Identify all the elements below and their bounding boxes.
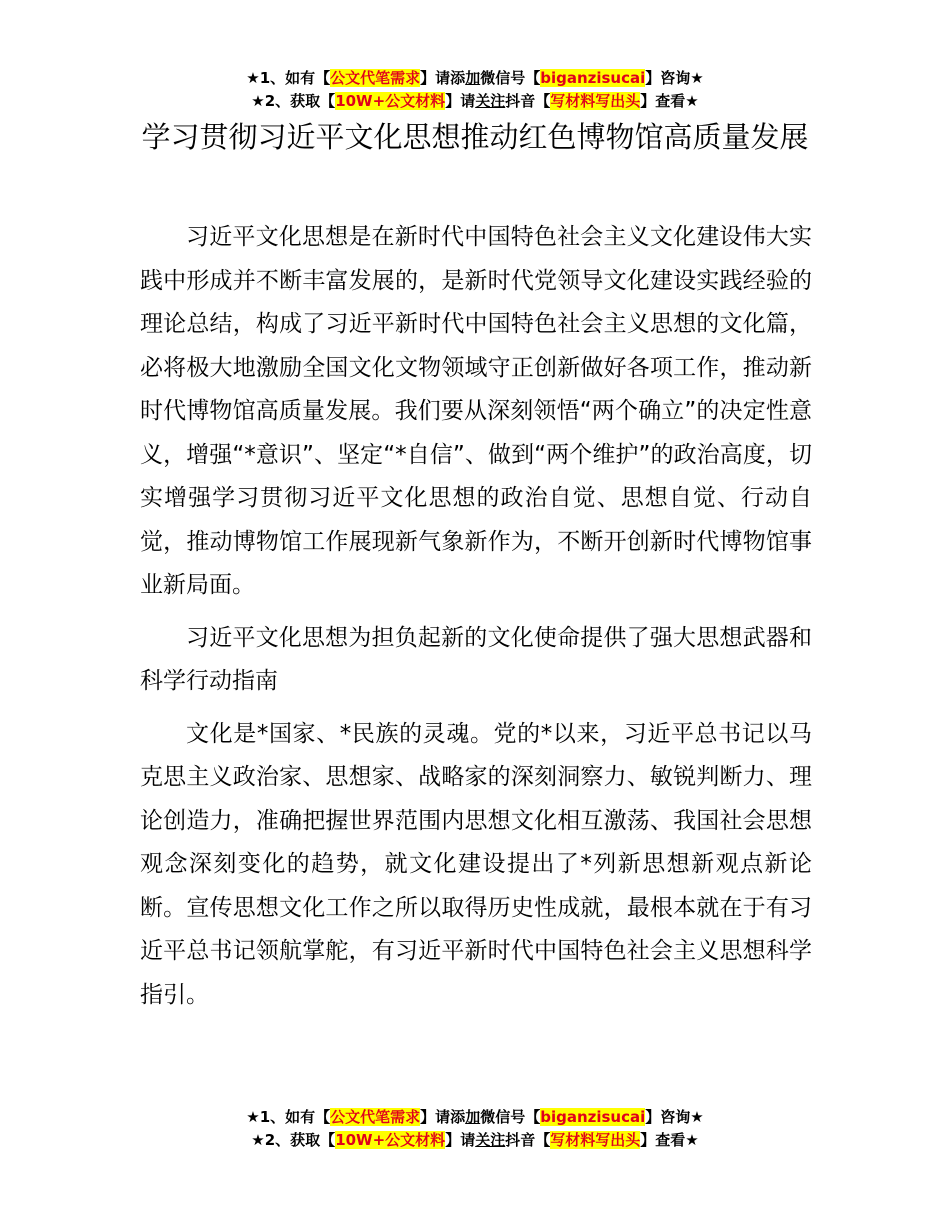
promo-text: ★2、获取【 (251, 92, 336, 110)
document-body (140, 216, 812, 1026)
section-heading: 习近平文化思想为担负起新的文化使命提供了强大思想武器和科学行动指南 (140, 624, 812, 694)
promo-text: 】请 (445, 1131, 476, 1149)
promo-line-1 (0, 67, 950, 90)
promo-underlined-text: 关注 (475, 92, 506, 110)
promo-text: 】请添 (420, 1108, 466, 1126)
promo-text: ★1、如有【 (246, 69, 331, 87)
promo-highlight: 10W+公文材料 (335, 92, 446, 110)
promo-underlined-text: 加 (465, 69, 481, 87)
promo-underlined-text: 加 (465, 1108, 481, 1126)
header-promo-banner (0, 67, 950, 113)
promo-text: 抖音【 (505, 1131, 551, 1149)
promo-line-1 (0, 1106, 950, 1129)
promo-highlight-douyin-name: 写材料写出头 (550, 92, 641, 110)
promo-text: 微信号【 (480, 1108, 541, 1126)
promo-highlight: 10W+公文材料 (335, 1131, 446, 1149)
promo-text: ★1、如有【 (246, 1108, 331, 1126)
promo-line-2 (0, 90, 950, 113)
promo-text: 】咨询★ (645, 69, 704, 87)
promo-underlined-text: 关注 (475, 1131, 506, 1149)
promo-text: 】查看★ (640, 1131, 699, 1149)
promo-text: ★2、获取【 (251, 1131, 336, 1149)
body-paragraph: 文化是*国家、*民族的灵魂。党的*以来，习近平总书记以马克思主义政治家、思想家、战略家的深刻洞察力、敏锐判断力、理论创造力，准确把握世界范围内思想文化相互激荡、我国社会思想观念深刻变化的趋势，就文化建设提出了*列新思想新观点新论断。宣传思想文化工作之所以取得历史性成就，最根本就在于有习近平总书记领航掌舵，有习近平新时代中国特色社会主义思想科学指引。 (140, 720, 812, 1008)
promo-highlight: 公文代笔需求 (330, 69, 421, 87)
promo-line-2 (0, 1129, 950, 1152)
promo-highlight: 公文代笔需求 (330, 1108, 421, 1126)
promo-highlight-wechat-id: biganzisucai (540, 69, 646, 87)
body-paragraph: 习近平文化思想是在新时代中国特色社会主义文化建设伟大实践中形成并不断丰富发展的，是新时代党领导文化建设实践经验的理论总结，构成了习近平新时代中国特色社会主义思想的文化篇，必将极大地激励全国文化文物领域守正创新做好各项工作，推动新时代博物馆高质量发展。我们要从深刻领悟“两个确立”的决定性意义，增强“*意识”、坚定“*自信”、做到“两个维护”的政治高度，切实增强学习贯彻习近平文化思想的政治自觉、思想自觉、行动自觉，推动博物馆工作展现新气象新作为，不断开创新时代博物馆事业新局面。 (140, 224, 812, 598)
promo-text: 】咨询★ (645, 1108, 704, 1126)
promo-text: 】请 (445, 92, 476, 110)
promo-highlight-wechat-id: biganzisucai (540, 1108, 646, 1126)
promo-text: 】请添 (420, 69, 466, 87)
document-title: 学习贯彻习近平文化思想推动红色博物馆高质量发展 (141, 120, 809, 154)
promo-text: 】查看★ (640, 92, 699, 110)
promo-text: 抖音【 (505, 92, 551, 110)
promo-text: 微信号【 (480, 69, 541, 87)
promo-highlight-douyin-name: 写材料写出头 (550, 1131, 641, 1149)
footer-promo-banner (0, 1106, 950, 1152)
